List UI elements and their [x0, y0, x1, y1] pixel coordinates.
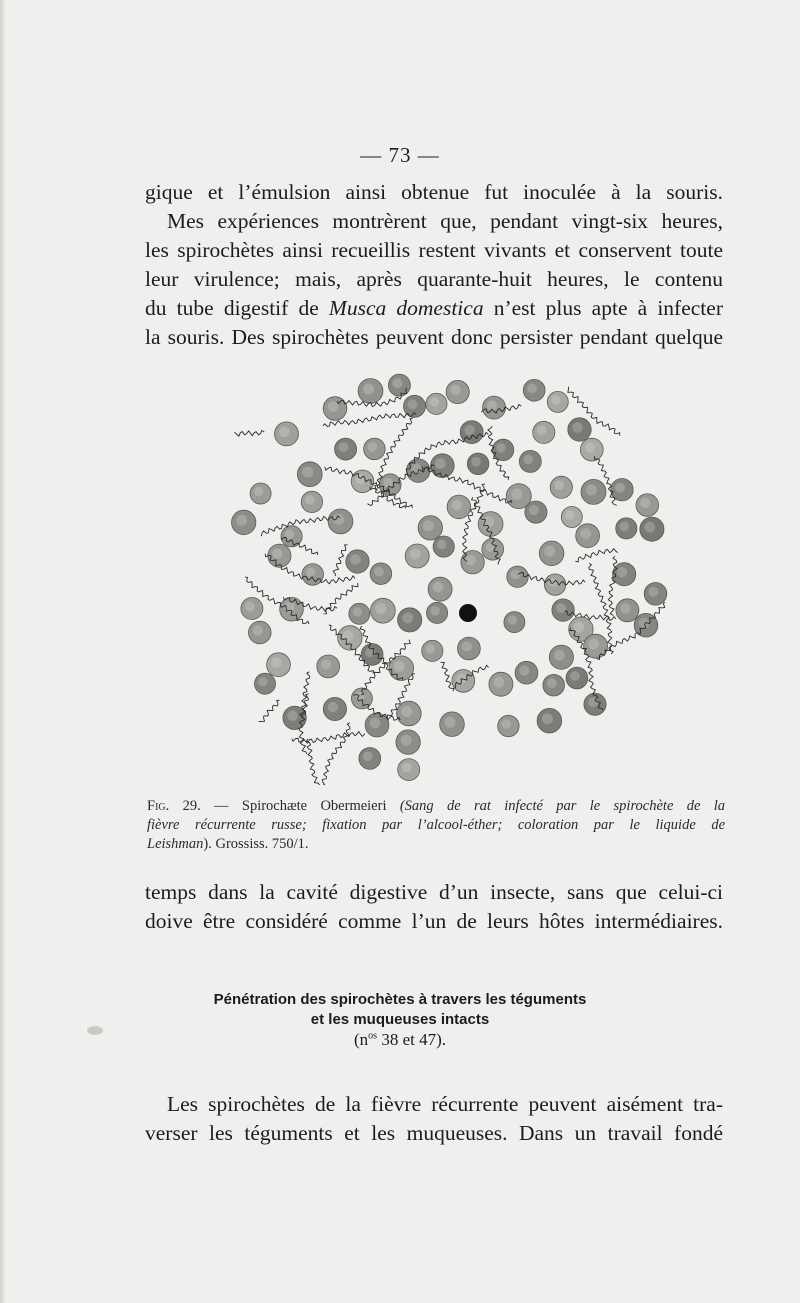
blood-cell-highlight [375, 603, 386, 614]
blood-cell-highlight [350, 554, 361, 565]
caption-tail: ). Grossiss. 750/1. [203, 836, 309, 852]
blood-cell-highlight [519, 666, 529, 676]
section-heading-line2: et les muqueuses intacts [310, 1011, 490, 1028]
page-number: — 73 — [360, 143, 440, 167]
blood-cell-highlight [542, 713, 553, 724]
bottom-paragraph [145, 1090, 723, 1148]
blood-cell-highlight [556, 603, 566, 613]
caption-line [147, 797, 725, 816]
blood-cell-highlight [402, 612, 413, 623]
text-line: la souris. Des spirochètes peuvent donc persister pendant quelque [145, 325, 723, 349]
blood-cell-highlight [339, 442, 349, 452]
middle-paragraph [145, 878, 723, 936]
blood-cell-highlight [254, 487, 263, 496]
text-line: doive être considéré comme l’un de leurs hôtes intermédiaires. [145, 909, 723, 933]
blood-cell-highlight [640, 498, 650, 508]
blood-cell-highlight [648, 587, 658, 597]
blood-cell-highlight [306, 568, 316, 578]
spirochete [234, 430, 264, 436]
blood-cell-highlight [394, 661, 405, 672]
ink-smudge [87, 1026, 103, 1035]
figure-label: Fig. 29. [147, 798, 201, 814]
blood-cell-highlight [570, 671, 580, 681]
blood-cell-highlight [537, 425, 547, 435]
blood-cell-highlight [410, 549, 421, 560]
caption-title: Spirochæte Obermeieri [241, 798, 387, 814]
caption-italic: (Sang de rat infecté par le spirochète de la [399, 798, 726, 814]
blood-cell-highlight [547, 678, 557, 688]
blood-cell-highlight [236, 515, 247, 526]
blood-cell-highlight [452, 500, 463, 511]
blood-cell-highlight [465, 555, 476, 566]
blood-cell-highlight [363, 752, 373, 762]
blood-cell-highlight [511, 489, 522, 500]
blood-cell-highlight [551, 395, 560, 404]
blood-cell-highlight [408, 399, 418, 409]
spirochete [319, 723, 350, 785]
blood-cell-highlight [374, 567, 384, 577]
blood-cell-highlight [430, 606, 440, 616]
blood-cell-highlight [430, 397, 440, 407]
text-line: gique et l’émulsion ainsi obtenue fut inoculée à la souris. [145, 180, 723, 204]
blood-cell-highlight [544, 546, 555, 557]
blood-cell-highlight [383, 478, 393, 488]
blood-cell-highlight [529, 505, 539, 515]
blood-cell-highlight [645, 522, 656, 533]
blood-cell-highlight [328, 702, 338, 712]
spirochete [575, 549, 617, 562]
caption-line [147, 816, 725, 835]
section-references [0, 1030, 800, 1050]
blood-cell-highlight [353, 607, 362, 616]
blood-cell-highlight [620, 603, 630, 613]
blood-cell-highlight [253, 625, 263, 635]
spirochete [333, 545, 348, 576]
blood-cell-highlight [572, 422, 583, 433]
caption-italic: Leishman [147, 836, 204, 852]
spirochete-micrograph-figure [205, 355, 675, 785]
blood-cell-highlight [287, 711, 298, 722]
blood-cell-highlight [333, 514, 344, 525]
blood-cell-highlight [496, 443, 506, 453]
blood-cell-highlight [392, 378, 402, 388]
blood-cell-highlight [502, 719, 512, 729]
blood-cell-highlight [580, 528, 591, 539]
blood-cell-highlight [271, 657, 282, 668]
blood-cell-highlight [423, 520, 434, 531]
blood-cell-highlight [302, 467, 313, 478]
refs-superscript: os [368, 1030, 378, 1042]
blood-cell-highlight [462, 641, 472, 651]
blood-cell-highlight [586, 484, 597, 495]
blood-cell-highlight [554, 480, 564, 490]
text-line [145, 294, 723, 323]
blood-cell-highlight [342, 630, 353, 641]
dark-nucleus-cell [459, 604, 477, 622]
section-heading-line1: Pénétration des spirochètes à travers les téguments [213, 991, 587, 1008]
blood-cell-highlight [426, 644, 436, 654]
text-line: temps dans la cavité digestive d’un insecte, sans que celui-ci [145, 880, 723, 904]
text-line: leur virulence; mais, après quarante-huit heures, le contenu [145, 267, 723, 291]
blood-cell-highlight [305, 495, 315, 505]
spirochete [608, 556, 617, 615]
blood-cell-highlight [402, 763, 412, 773]
text-line: Mes expériences montrèrent que, pendant vingt-six heures, [167, 209, 723, 233]
species-name: Musca domestica [328, 296, 484, 320]
blood-cell-highlight [527, 383, 537, 393]
blood-cell-highlight [279, 427, 290, 438]
refs-prefix: (n [353, 1030, 369, 1049]
blood-cell-highlight [465, 425, 475, 435]
blood-cell-highlight [435, 458, 446, 469]
blood-cell-highlight [588, 639, 599, 650]
blood-cell-highlight [617, 567, 627, 577]
blood-cell-highlight [445, 717, 456, 728]
blood-cell-highlight [471, 457, 481, 467]
blood-cell-highlight [258, 677, 267, 686]
blood-cell-highlight [585, 443, 595, 453]
blood-cell-highlight [328, 401, 339, 412]
figure-caption [147, 797, 725, 854]
top-paragraph [145, 178, 723, 352]
spirochete [441, 662, 454, 691]
text-line: Les spirochètes de la fièvre récurrente peuvent aisément tra- [167, 1092, 723, 1116]
blood-cell-highlight [401, 735, 412, 746]
text-fragment: n’est plus apte à infecter [483, 296, 723, 320]
blood-cell-highlight [272, 549, 282, 559]
blood-cell-highlight [437, 540, 447, 550]
blood-cell-highlight [355, 474, 365, 484]
blood-cell-highlight [523, 455, 533, 465]
blood-cell-highlight [245, 602, 255, 612]
blood-cell-highlight [508, 615, 517, 624]
blood-cell-highlight [620, 522, 630, 532]
blood-cell-highlight [370, 718, 381, 729]
spirochete [306, 739, 319, 785]
caption-italic: fièvre récurrente russe; fixation par l’alcool-éther; coloration par le liquide de [147, 817, 725, 833]
blood-cell-highlight [321, 659, 331, 669]
blood-cell-highlight [433, 582, 444, 593]
caption-dash: — [200, 798, 242, 814]
blood-cell-highlight [401, 706, 412, 717]
blood-cell-highlight [511, 570, 521, 580]
blood-cell-highlight [363, 383, 374, 394]
blood-cell-highlight [554, 650, 565, 661]
text-line: verser les téguments et les muqueuses. Dans un travail fondé [145, 1121, 723, 1145]
blood-cell-highlight [494, 677, 505, 688]
refs-suffix: 38 et 47). [377, 1030, 446, 1049]
page-edge [0, 0, 6, 1303]
text-line: les spirochètes ainsi recueillis restent vivants et conservent toute [145, 238, 723, 262]
blood-cell-highlight [615, 483, 625, 493]
blood-cell-highlight [368, 442, 378, 452]
text-fragment: du tube digestif de [145, 296, 329, 320]
blood-cell-highlight [565, 510, 574, 519]
blood-cell-highlight [451, 385, 461, 395]
caption-line [147, 835, 725, 854]
spirochete [259, 700, 280, 721]
